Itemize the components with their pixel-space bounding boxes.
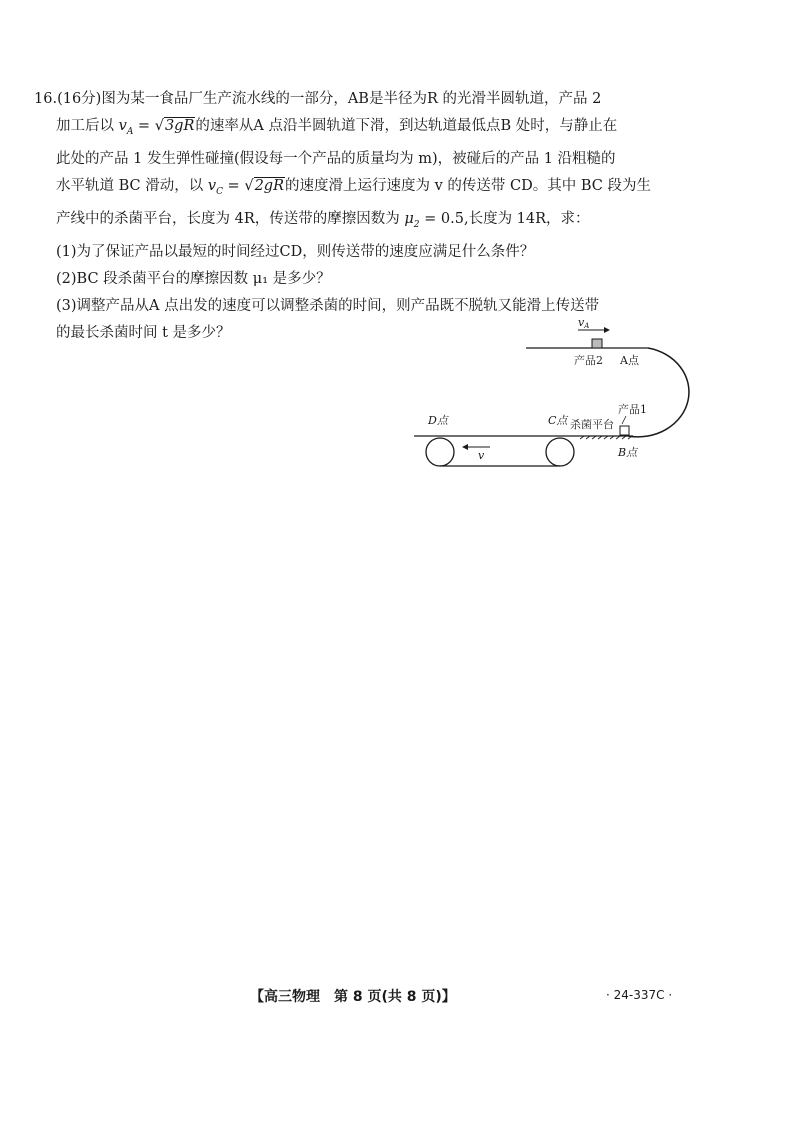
problem-text: 的速率从A 点沿半圆轨道下滑，到达轨道最低点B 处时，与静止在	[195, 118, 618, 134]
symbol: v	[207, 177, 217, 194]
problem-line-3	[34, 146, 694, 173]
product-2-label: 产品2	[574, 354, 603, 367]
equals: =	[222, 177, 245, 194]
point-a-label: A点	[620, 354, 639, 367]
point-b-label: B点	[618, 446, 638, 459]
problem-text: 长度为 14R，求：	[468, 210, 590, 227]
diagram-svg	[408, 312, 698, 472]
equals: =	[133, 118, 155, 134]
page-footer: 【高三物理 第 8 页(共 8 页)】	[250, 989, 456, 1005]
problem-text: 水平轨道 BC 滑动，以	[56, 177, 208, 194]
problem-text: 图为某一食品厂生产流水线的一部分，AB是半径为R 的光滑半圆轨道，产品 2	[101, 91, 602, 107]
point-d-label: D点	[428, 414, 448, 427]
problem-text: 加工后以	[56, 118, 119, 134]
subscript: C	[216, 186, 223, 197]
product-1-box	[620, 426, 629, 435]
problem-text: 产线中的杀菌平台，长度为 4R，传送带的摩擦因数为	[56, 210, 405, 227]
belt-arrowhead	[462, 444, 468, 450]
problem-line-5	[34, 206, 694, 239]
velocity-a-formula: $v_A = √3gR$	[118, 118, 195, 137]
point-c-label: C点	[548, 414, 568, 427]
left-roller	[426, 438, 454, 466]
belt-velocity-label: v	[478, 449, 485, 462]
problem-16	[34, 86, 694, 347]
subscript: 2	[413, 219, 420, 230]
problem-score: (16分)	[57, 91, 102, 107]
problem-line-4	[34, 173, 694, 206]
problem-text: 的速度滑上运行速度为 v 的传送带 CD。其中 BC 段为生	[285, 177, 651, 194]
pointer-line	[622, 416, 626, 424]
product-1-label: 产品1	[618, 403, 647, 416]
question-3-cont: 的最长杀菌时间 t 是多少？	[56, 324, 231, 341]
symbol: v	[118, 118, 127, 134]
exam-code: · 24-337C ·	[606, 988, 673, 1002]
question-1: (1)为了保证产品以最短的时间经过CD，则传送带的速度应满足什么条件？	[56, 243, 535, 260]
velocity-c-formula: $v_C = √2gR$	[207, 177, 285, 197]
problem-text: 此处的产品 1 发生弹性碰撞(假设每一个产品的质量均为 m)，被碰后的产品 1 沿粗糙的	[56, 150, 616, 167]
platform-label: 杀菌平台	[570, 418, 614, 431]
radicand: 2gR	[254, 177, 285, 194]
problem-line-1	[34, 86, 694, 113]
mu2-value: = 0.5,	[419, 210, 469, 227]
mu2-formula	[404, 210, 420, 230]
subscript: A	[126, 126, 134, 137]
problem-line-2	[34, 113, 694, 146]
problem-number: 16.	[34, 91, 58, 107]
arrowhead	[604, 327, 610, 333]
question-2: (2)BC 段杀菌平台的摩擦因数 μ₁ 是多少？	[56, 270, 331, 287]
conveyor-diagram	[408, 312, 698, 472]
velocity-label: vA	[578, 316, 590, 330]
radicand: 3gR	[164, 118, 195, 134]
product-2-box	[592, 339, 602, 348]
question-3: (3)调整产品从A 点出发的速度可以调整杀菌的时间，则产品既不脱轨又能滑上传送带	[56, 297, 600, 314]
symbol: μ	[404, 210, 414, 227]
right-roller	[546, 438, 574, 466]
